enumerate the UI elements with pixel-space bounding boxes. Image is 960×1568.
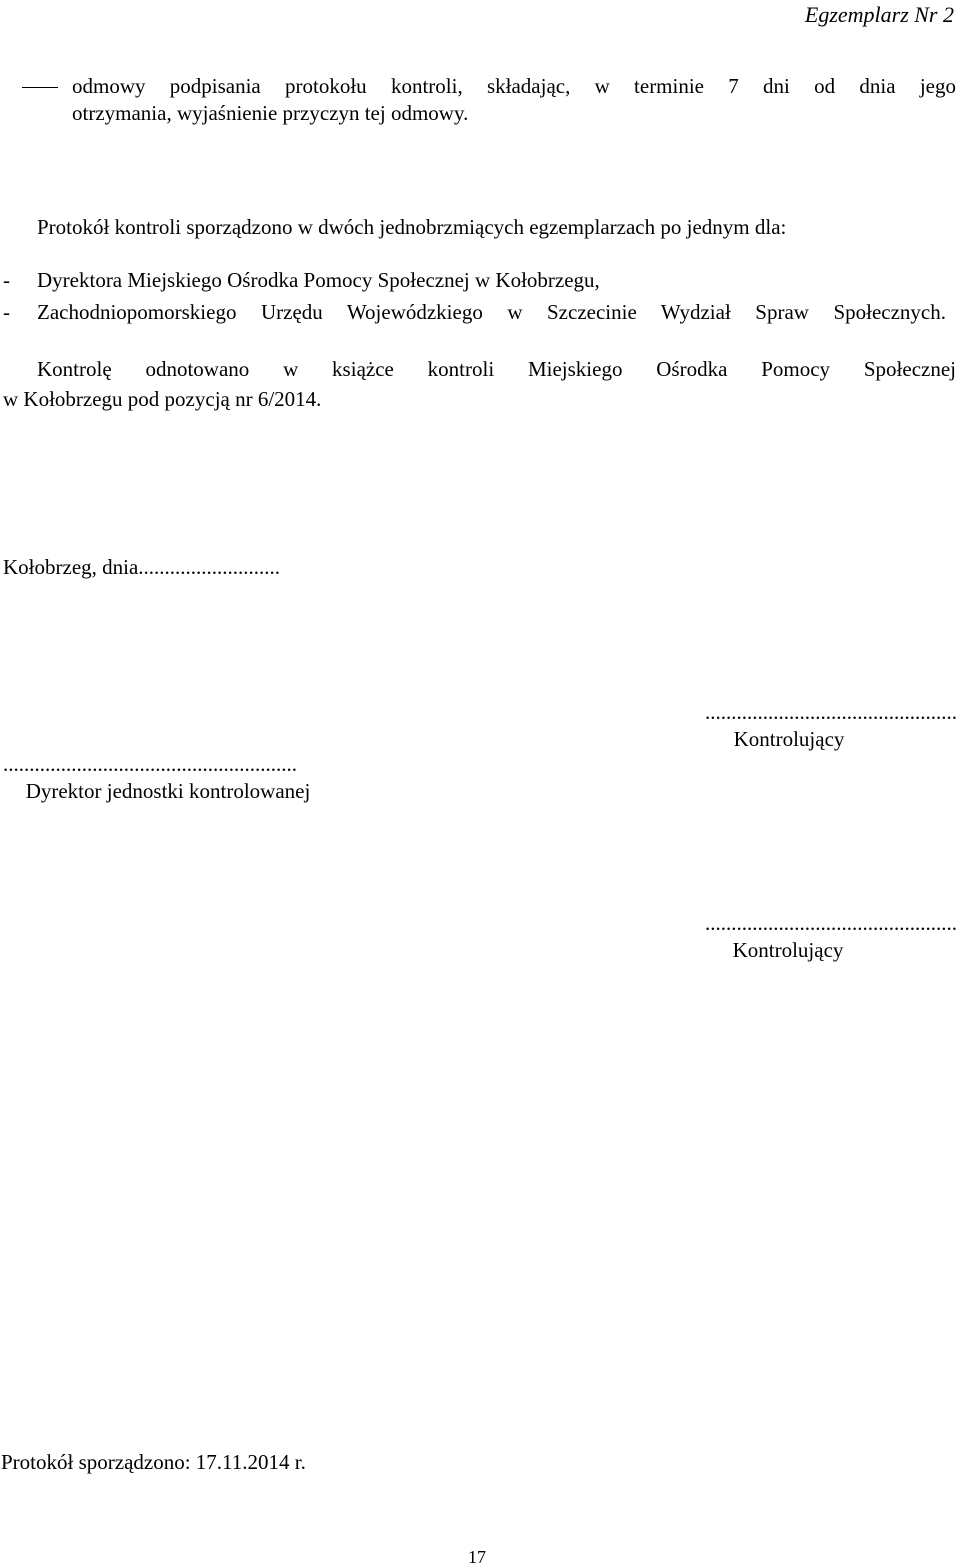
director-signature bbox=[3, 752, 353, 804]
signature-label: Kontrolujący bbox=[733, 727, 845, 751]
registration-line-2: w Kołobrzegu pod pozycją nr 6/2014. bbox=[3, 387, 322, 411]
page-number: 17 bbox=[468, 1547, 486, 1567]
refusal-line-1: odmowy podpisania protokołu kontroli, składając, w terminie 7 dni od dnia jego bbox=[72, 74, 956, 98]
recipient-bullet: - bbox=[3, 300, 10, 324]
place-and-date: Kołobrzeg, dnia........................... bbox=[3, 555, 281, 579]
signature-dots: ........................................................ bbox=[3, 752, 297, 776]
recipient-text: Zachodniopomorskiego Urzędu Wojewódzkiego w Szczecinie Wydział Spraw Społecznych. bbox=[37, 300, 946, 324]
dash-bullet bbox=[22, 87, 58, 88]
copy-number-header: Egzemplarz Nr 2 bbox=[804, 2, 954, 27]
drawn-up-date: Protokół sporządzono: 17.11.2014 r. bbox=[1, 1450, 306, 1474]
signature-label: Dyrektor jednostki kontrolowanej bbox=[25, 779, 311, 803]
refusal-line-2: otrzymania, wyjaśnienie przyczyn tej odmowy. bbox=[72, 101, 469, 125]
copies-intro: Protokół kontroli sporządzono w dwóch jednobrzmiących egzemplarzach po jednym dla: bbox=[37, 215, 787, 239]
signature-label: Kontrolujący bbox=[732, 938, 844, 962]
recipient-text: Dyrektora Miejskiego Ośrodka Pomocy Społecznej w Kołobrzegu, bbox=[37, 268, 600, 292]
signature-dots: ................................................ bbox=[705, 700, 957, 724]
recipient-bullet: - bbox=[3, 268, 10, 292]
signature-dots: ................................................ bbox=[705, 911, 957, 935]
registration-line-1: Kontrolę odnotowano w książce kontroli Miejskiego Ośrodka Pomocy Społecznej bbox=[37, 357, 956, 381]
inspector-signature-2 bbox=[671, 911, 957, 963]
inspector-signature-1 bbox=[671, 700, 957, 752]
